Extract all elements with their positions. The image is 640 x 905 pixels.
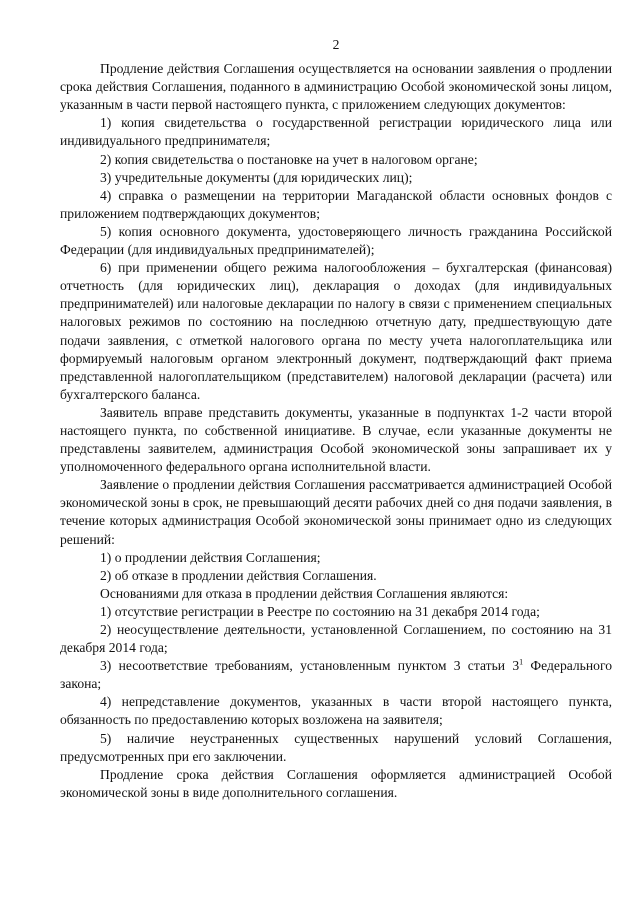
paragraph: Заявитель вправе представить документы, указанные в подпунктах 1-2 части второй настоящего пункта, по собственной инициативе. В случае, если указанные документы не представлены заявителем, администрация Особой экономической зоны запрашивает их у уполномоченного федерального органа исполнительной власти. — [60, 404, 612, 475]
paragraph: Заявление о продлении действия Соглашения рассматривается администрацией Особой экономической зоны в срок, не превышающий десяти рабочих дней со дня подачи заявления, в течение которых администрация Особой экономической зоны принимает одно из следующих решений: — [60, 477, 612, 547]
paragraph: 5) копия основного документа, удостоверяющего личность гражданина Российской Федерации (для индивидуальных предпринимателей); — [60, 223, 612, 258]
paragraph: Продление действия Соглашения осуществляется на основании заявления о продлении срока действия Соглашения, поданного в администрацию Особой экономической зоны лицом, указанным в части первой настоящего пункта, с приложением следующих документов: — [60, 61, 612, 113]
paragraph: 5) наличие неустраненных существенных нарушений условий Соглашения, предусмотренных при его заключении. — [60, 730, 612, 764]
paragraph: 1) копия свидетельства о государственной регистрации юридического лица или индивидуального предпринимателя; — [60, 115, 612, 149]
paragraph: 4) справка о размещении на территории Магаданской области основных фондов с приложением подтверждающих документов; — [60, 187, 612, 221]
paragraph-item-3 — [60, 657, 612, 693]
paragraph: 2) копия свидетельства о постановке на учет в налоговом органе; — [100, 151, 478, 167]
item-3-tail: Федерального закона; — [60, 658, 612, 692]
paragraph: 1) отсутствие регистрации в Реестре по состоянию на 31 декабря 2014 года; — [100, 603, 540, 619]
paragraph: Продление срока действия Соглашения оформляется администрацией Особой экономической зоны в виде дополнительного соглашения. — [60, 766, 612, 800]
paragraph: Основаниями для отказа в продлении действия Соглашения являются: — [100, 585, 509, 601]
paragraph: 4) непредставление документов, указанных в части второй настоящего пункта, обязанность по предоставлению которых возложена на заявителя; — [60, 694, 612, 728]
item-3-superscript: 1 — [519, 657, 524, 667]
paragraph: 3) учредительные документы (для юридических лиц); — [100, 169, 413, 185]
item-3-text: 3) несоответствие требованиям, установленным пунктом 3 статьи 3 — [100, 658, 520, 674]
paragraph: 6) при применении общего режима налогообложения – бухгалтерская (финансовая) отчетность (для юридических лиц), декларация о доходах (для индивидуальных предпринимателей) или налоговые декларации по налогу в связи с применением специальных налоговых режимов по состоянию на последнюю отчетную дату, предшествующую дате подачи заявления, с отметкой налогового органа по месту учета налогоплательщика или формируемый налоговым органом электронный документ, подтверждающий факт приема представленной налогоплательщиком (представителем) налоговой декларации (расчета) или бухгалтерского баланса. — [60, 260, 612, 402]
page-number: 2 — [332, 37, 340, 52]
paragraph: 1) о продлении действия Соглашения; — [100, 549, 321, 565]
document-page — [60, 36, 612, 802]
paragraph: 2) неосуществление деятельности, установленной Соглашением, по состоянию на 31 декабря 2014 года; — [60, 622, 612, 656]
paragraph: 2) об отказе в продлении действия Соглашения. — [100, 567, 377, 583]
